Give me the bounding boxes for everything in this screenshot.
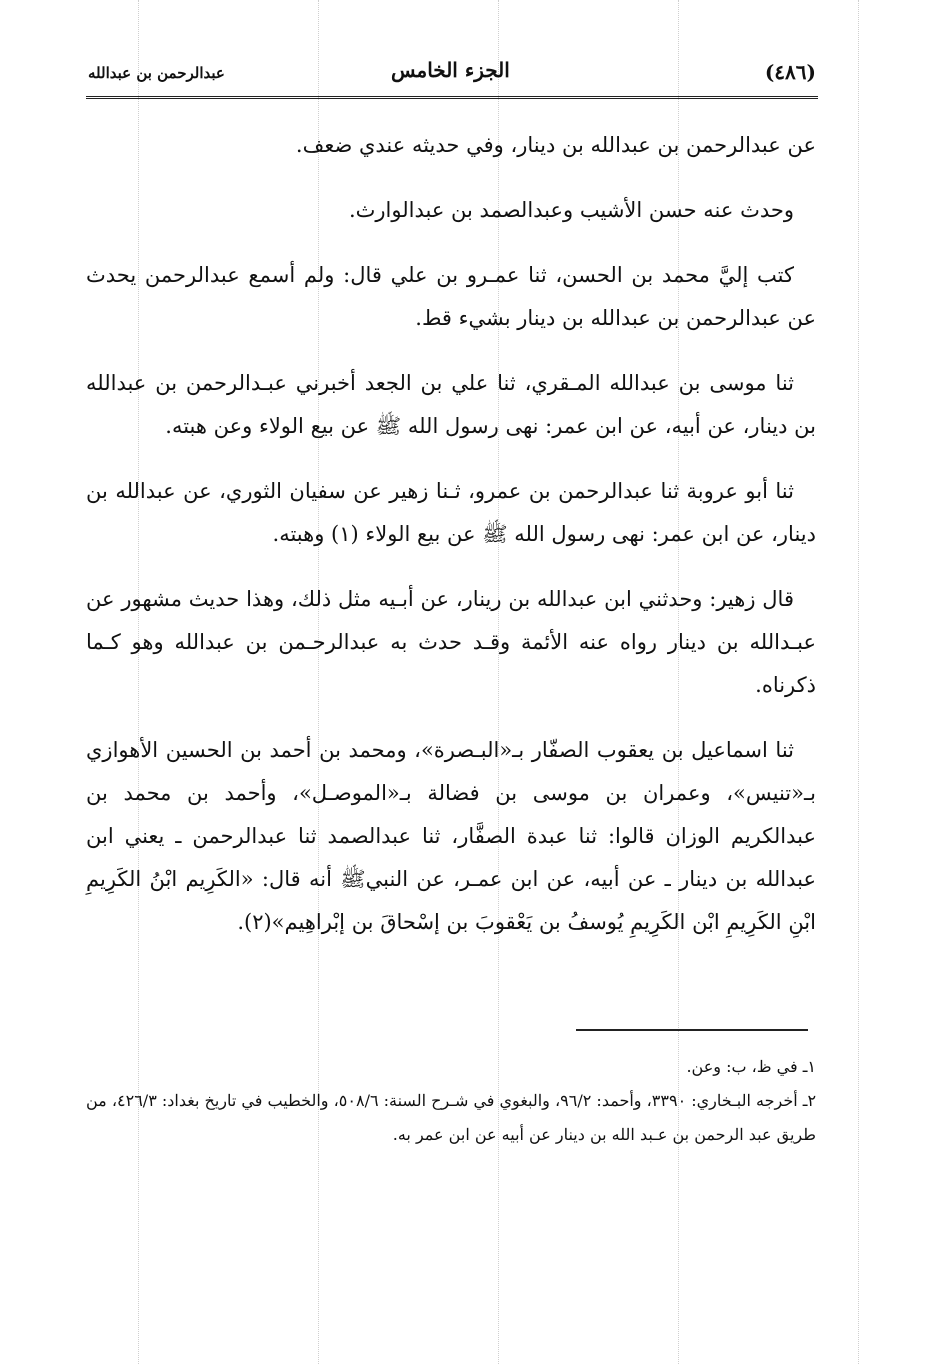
paragraph: ثنا أبو عروبة ثنا عبدالرحمن بن عمرو، ثـنا زهير عن سفيان الثوري، عن عبدالله بن دينار، عن ابن عمر: نهى رسول الله ﷺ عن بيع الولاء (١) وهبته. <box>86 479 816 546</box>
part-title: الجزء الخامس <box>391 58 510 82</box>
paragraph: قال زهير: وحدثني ابن عبدالله بن رينار، عن أبـيه مثل ذلك، وهذا حديث مشهور عن عبـدالله بن دينار رواه عنه الأئمة وقـد حدث به عبدالرحـمن بن عبدالله وهو كـما ذكرناه. <box>86 587 816 697</box>
running-title: عبدالرحمن بن عبدالله <box>88 64 225 82</box>
page-number: (٤٨٦) <box>764 60 816 84</box>
paragraph: ثنا اسماعيل بن يعقوب الصفّار بـ«البـصرة»، ومحمد بن أحمد بن الحسين الأهوازي بـ«تنيس»، وعمران بن موسى بن فضالة بـ«الموصـل»، وأحمد بن محمد بن عبدالكريم الوزان قالوا: ثنا عبدة الصفَّار، ثنا عبدالصمد ثنا عبدالرحمن ـ يعني ابن عبدالله بن دينار ـ عن أبيه، عن ابن عمـر، عن النبيﷺ أنه قال: «الكَرِيم ابْنُ الكَرِيمِ ابْنِ الكَرِيمِ ابْن الكَرِيمِ يُوسفُ بن يَعْقوبَ بن إسْحاقَ بن إبْراهِيم»(٢). <box>86 738 816 934</box>
footnotes <box>86 1050 816 1152</box>
paragraph: عن عبدالرحمن بن عبدالله بن دينار، وفي حديثه عندي ضعف. <box>295 133 816 157</box>
paragraph: كتب إليَّ محمد بن الحسن، ثنا عمـرو بن علي قال: ولم أسمع عبدالرحمن يحدث عن عبدالرحمن بن عبدالله بن دينار بشيء قط. <box>86 263 816 330</box>
paragraph: وحدث عنه حسن الأشيب وعبدالصمد بن عبدالوارث. <box>348 198 794 222</box>
footnote-separator <box>576 1029 808 1031</box>
footnote: ٢ـ أخرجه البـخاري: ٣٣٩٠، وأحمد: ٩٦/٢، والبغوي في شـرح السنة: ٥٠٨/٦، والخطيب في تاريخ بغداد: ٤٢٦/٣، من طريق عبد الرحمن بن عـبد الله بن دينار عن أبيه عن ابن عمر به. <box>86 1091 817 1144</box>
scan-dotted-line <box>858 0 859 1364</box>
footnote: ١ـ في ظ، ب: وعن. <box>686 1057 816 1076</box>
page-header <box>86 52 818 99</box>
paragraph: ثنا موسى بن عبدالله المـقري، ثنا علي بن الجعد أخبرني عبـدالرحمن بن عبدالله بن دينار، عن أبيه، عن ابن عمر: نهى رسول الله ﷺ عن بيع الولاء وعن هبته. <box>86 371 816 438</box>
main-text <box>86 124 816 966</box>
